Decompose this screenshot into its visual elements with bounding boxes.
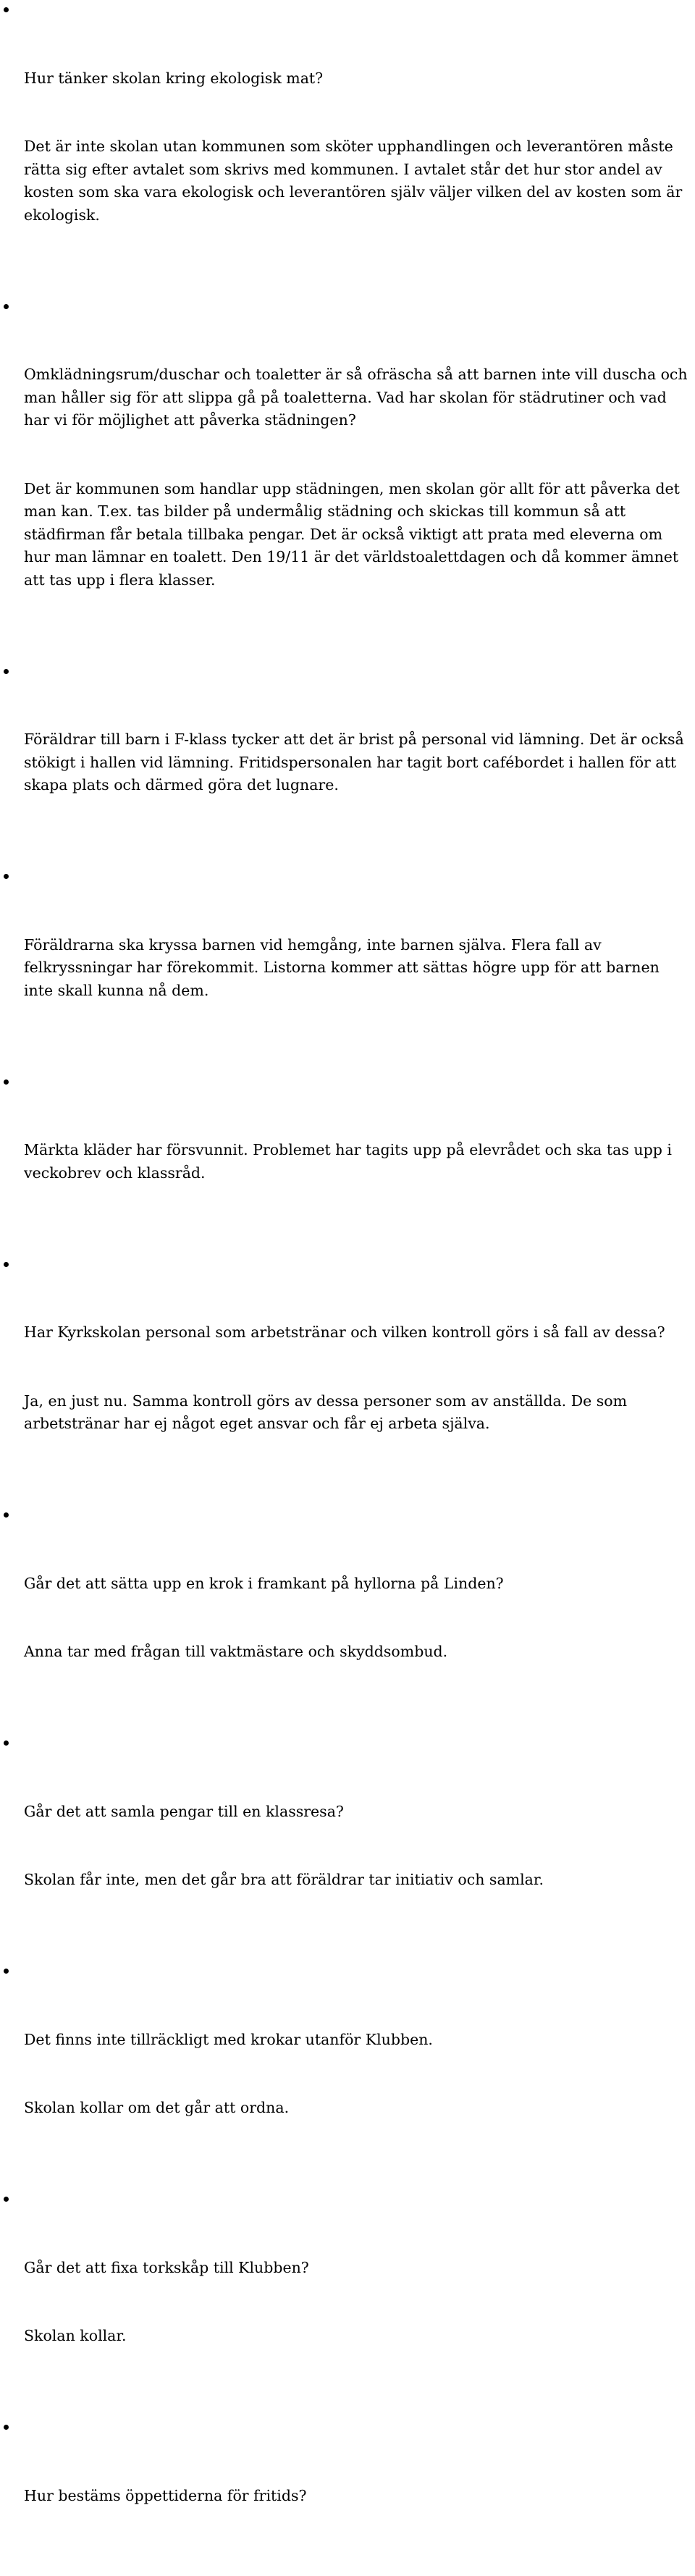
bullet-icon	[4, 1741, 9, 1746]
bullet-icon	[4, 874, 9, 879]
list-item-answer: Skolan kollar.	[24, 2327, 127, 2344]
bullet-icon	[4, 7, 9, 12]
list-item	[0, 1504, 695, 1709]
bullet-icon	[4, 1262, 9, 1267]
list-item	[0, 2416, 695, 2553]
list-item-question: Hur tänker skolan kring ekologisk mat?	[24, 69, 324, 87]
list-item-question: Omklädningsrum/duschar och toaletter är så ofräscha så att barnen inte vill duscha och man håller sig för att slippa gå på toaletterna. Vad har skolan för städrutiner och vad har vi för möjlighet att påverka städningen?	[24, 366, 693, 429]
list-item-question: Hur bestäms öppettiderna för fritids?	[24, 2486, 307, 2504]
list-item-answer: Ja, en just nu. Samma kontroll görs av dessa personer som av anställda. De som arbetstränar har ej något eget ansvar och får ej arbeta själva.	[24, 1392, 632, 1432]
bullet-icon	[4, 2197, 9, 2202]
list-item	[0, 295, 695, 638]
list-item-question: Har Kyrkskolan personal som arbetstränar och vilken kontroll görs i så fall av dessa?	[24, 1323, 665, 1341]
list-item-question: Det finns inte tillräckligt med krokar utanför Klubben.	[24, 2030, 433, 2048]
list-item	[0, 865, 695, 1048]
list-item	[0, 1960, 695, 2165]
bullet-icon	[4, 1512, 9, 1518]
list-item-answer: Anna tar med frågan till vaktmästare och skyddsombud.	[24, 1643, 448, 1660]
list-item-question: Går det att fixa torkskåp till Klubben?	[24, 2258, 309, 2276]
list-item-question: Går det att samla pengar till en klassresa?	[24, 1802, 344, 1820]
list-item-answer: Det är inte skolan utan kommunen som sköter upphandlingen och leverantören måste rätta sig efter avtalet som skrivs med kommunen. I avtalet står det hur stor andel av kosten som ska vara ekologisk och leverantören själv väljer vilken del av kosten som är ekologisk.	[24, 138, 687, 224]
list-item	[0, 0, 695, 272]
list-item	[0, 1732, 695, 1937]
list-item-question: Föräldrar till barn i F-klass tycker att det är brist på personal vid lämning. Det är också stökigt i hallen vid lämning. Fritidspersonalen har tagit bort cafébordet i hallen för att skapa plats och därmed göra det lugnare.	[24, 731, 689, 794]
bullet-icon	[4, 1969, 9, 1974]
list-item-answer: Det är kommunen som handlar upp städningen, men skolan gör allt för att påverka det man kan. T.ex. tas bilder på undermålig städning och skickas till kommun så att städfirman får betala tillbaka pengar. Det är också viktigt att prata med eleverna om hur man lämnar en toalett. Den 19/11 är det världstoalettdagen och då kommer ämnet att tas upp i flera klasser.	[24, 479, 685, 589]
bullet-icon	[4, 1079, 9, 1085]
list-item-answer: Skolan får inte, men det går bra att föräldrar tar initiativ och samlar.	[24, 1871, 544, 1888]
bullet-icon	[4, 2425, 9, 2430]
list-item	[0, 660, 695, 843]
list-item	[0, 1253, 695, 1481]
bullet-icon	[4, 304, 9, 309]
list-item	[0, 1071, 695, 1231]
list-item-answer: Skolan kollar om det går att ordna.	[24, 2099, 290, 2116]
list-item	[0, 2188, 695, 2394]
list-item-question: Föräldrarna ska kryssa barnen vid hemgång, inte barnen själva. Flera fall av felkryssningar har förekommit. Listorna kommer att sättas högre upp för att barnen inte skall kunna nå dem.	[24, 935, 665, 999]
list-item-question: Går det att sätta upp en krok i framkant på hyllorna på Linden?	[24, 1574, 504, 1592]
list-item-question: Märkta kläder har försvunnit. Problemet har tagits upp på elevrådet och ska tas upp i veckobrev och klassråd.	[24, 1141, 677, 1182]
bullet-icon	[4, 669, 9, 674]
